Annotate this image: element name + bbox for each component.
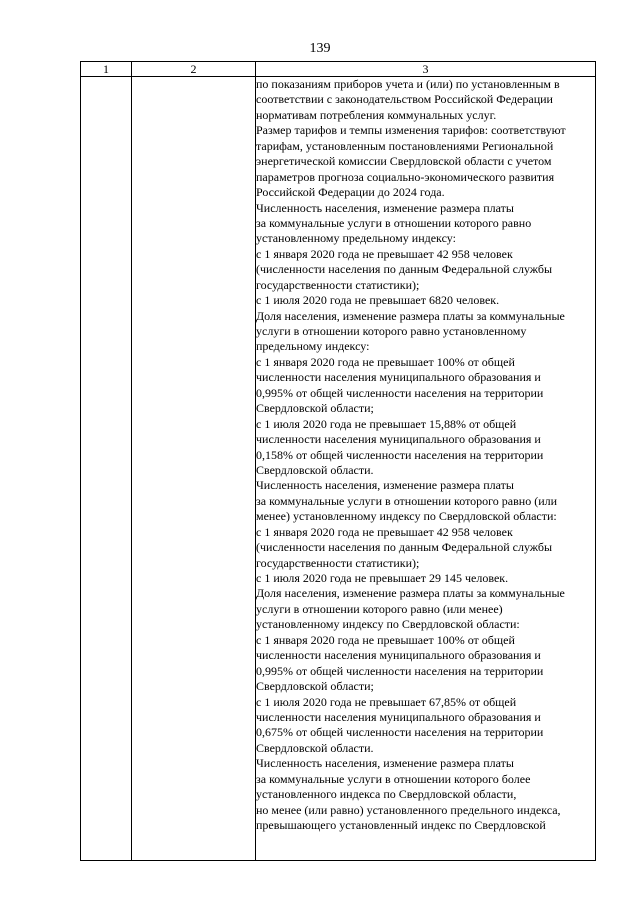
document-table (80, 61, 596, 861)
text-line: Численность населения, изменение размера платы (256, 478, 514, 493)
text-line: Свердловской области; (256, 679, 374, 694)
text-line: Доля населения, изменение размера платы за коммунальные (256, 308, 565, 323)
text-line: за коммунальные услуги в отношении которого более (256, 771, 531, 786)
text-line: численности населения муниципального образования и (256, 709, 541, 724)
text-line: (численности населения по данным Федеральной службы (256, 540, 553, 555)
text-line: за коммунальные услуги в отношении которого равно (256, 215, 532, 230)
text-line: численности населения муниципального образования и (256, 648, 541, 663)
text-line: с 1 января 2020 года не превышает 42 958 человек (256, 246, 513, 261)
column-3-cell (256, 77, 596, 861)
text-line: параметров прогноза социально-экономического развития (256, 169, 555, 184)
text-line: услуги в отношении которого равно установленному (256, 324, 527, 338)
text-line: Свердловской области; (256, 401, 374, 416)
page-number: 139 (309, 41, 331, 56)
text-line: с 1 июля 2020 года не превышает 29 145 человек. (256, 571, 509, 585)
column-header-3: 3 (256, 62, 596, 77)
text-line: установленного индекса по Свердловской области, (256, 787, 517, 802)
text-line: с 1 января 2020 года не превышает 100% от общей (256, 632, 515, 647)
column-2-cell (132, 77, 256, 861)
text-line: менее) установленному индексу по Свердловской области: (256, 509, 557, 524)
text-line: с 1 июля 2020 года не превышает 6820 человек. (256, 293, 500, 308)
text-line: 0,995% от общей численности населения на территории (256, 385, 544, 400)
text-line: предельному индексу: (256, 339, 370, 354)
text-line: но менее (или равно) установленного предельного индекса, (256, 802, 561, 817)
text-line: государственности статистики); (256, 555, 420, 570)
text-line: Доля населения, изменение размера платы за коммунальные (256, 586, 565, 601)
column-header-1: 1 (81, 62, 132, 77)
text-line: 0,995% от общей численности населения на территории (256, 663, 544, 678)
text-line: тарифам, установленным постановлениями Региональной (256, 138, 554, 153)
text-line: государственности статистики); (256, 277, 420, 292)
text-line: (численности населения по данным Федеральной службы (256, 262, 553, 277)
text-line: численности населения муниципального образования и (256, 370, 541, 385)
table-row (81, 77, 596, 861)
column-1-cell (81, 77, 132, 861)
text-line: соответствии с законодательством Российской Федерации (256, 92, 553, 107)
text-line: Размер тарифов и темпы изменения тарифов: соответствуют (256, 123, 566, 138)
text-line: численности населения муниципального образования и (256, 432, 541, 447)
text-line: 0,158% от общей численности населения на территории (256, 447, 544, 462)
text-line: Свердловской области. (256, 740, 374, 755)
text-line: за коммунальные услуги в отношении которого равно (или (256, 493, 558, 508)
text-line: с 1 июля 2020 года не превышает 67,85% от общей (256, 694, 517, 709)
text-line: превышающего установленный индекс по Свердловской (256, 818, 546, 832)
text-line: по показаниям приборов учета и (или) по установленным в (256, 77, 560, 91)
text-line: с 1 июля 2020 года не превышает 15,88% от общей (256, 416, 517, 431)
text-line: нормативам потребления коммунальных услуг. (256, 107, 497, 122)
text-line: Численность населения, изменение размера платы (256, 200, 514, 215)
text-line: энергетической комиссии Свердловской области с учетом (256, 154, 552, 169)
text-line: Свердловской области. (256, 462, 374, 477)
text-line: услуги в отношении которого равно (или менее) (256, 601, 503, 616)
text-line: 0,675% от общей численности населения на территории (256, 725, 544, 740)
text-line: с 1 января 2020 года не превышает 100% от общей (256, 354, 515, 369)
column-header-2: 2 (132, 62, 256, 77)
text-line: установленному предельному индексу: (256, 231, 456, 246)
text-line: с 1 января 2020 года не превышает 42 958 человек (256, 524, 513, 539)
text-line: установленному индексу по Свердловской области: (256, 617, 520, 632)
table-header-row (81, 62, 596, 77)
text-line: Численность населения, изменение размера платы (256, 756, 514, 771)
text-line: Российской Федерации до 2024 года. (256, 185, 445, 200)
